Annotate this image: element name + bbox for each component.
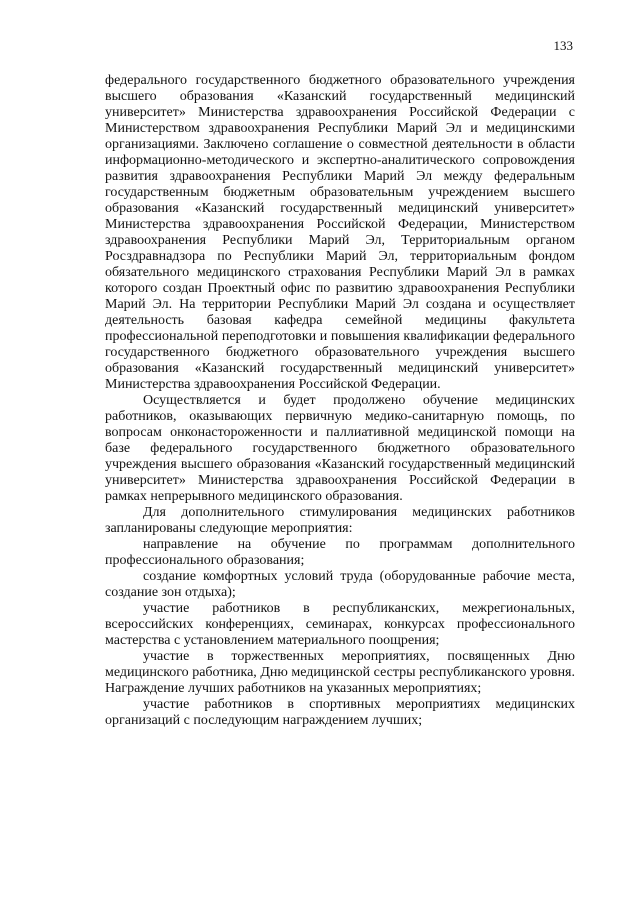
page-number: 133 [553, 38, 573, 53]
list-item-conferences: участие работников в республиканских, межрегиональных, всероссийских конференциях, семинарах, конкурсах профессионального мастерства с установлением материального поощрения; [105, 601, 575, 648]
paragraph-incentives-intro: Для дополнительного стимулирования медицинских работников запланированы следующие мероприятия: [105, 505, 575, 536]
list-item-education: направление на обучение по программам дополнительного профессионального образования; [105, 537, 575, 568]
list-item-ceremonies: участие в торжественных мероприятиях, посвященных Дню медицинского работника, Дню медицинской сестры республиканского уровня. Награждение лучших работников на указанных мероприятиях; [105, 649, 575, 696]
document-body [105, 73, 575, 729]
list-item-sports: участие работников в спортивных мероприятиях медицинских организаций с последующим награждением лучших; [105, 697, 575, 728]
paragraph-training: Осуществляется и будет продолжено обучение медицинских работников, оказывающих первичную медико-санитарную помощь, по вопросам онконастороженности и паллиативной медицинской помощи на базе федерального государственного бюджетного образовательного учреждения высшего образования «Казанский государственный медицинский университет» Министерства здравоохранения Российской Федерации в рамках непрерывного медицинского образования. [105, 393, 575, 504]
list-item-working-conditions: создание комфортных условий труда (оборудованные рабочие места, создание зон отдыха); [105, 569, 575, 600]
paragraph-agreements: федерального государственного бюджетного образовательного учреждения высшего образования «Казанский государственный медицинский университет» Министерства здравоохранения Российской Федерации с Министерством здравоохранения Республики Марий Эл и медицинскими организациями. Заключено соглашение о совместной деятельности в области информационно-методического и экспертно-аналитического сопровождения развития здравоохранения Республики Марий Эл между федеральным государственным бюджетным образовательным учреждением высшего образования «Казанский государственный медицинский университет» Министерства здравоохранения Российской Федерации, Министерством здравоохранения Республики Марий Эл, Территориальным органом Росздравнадзора по Республики Марий Эл, территориальным фондом обязательного медицинского страхования Республики Марий Эл в рамках которого создан Проектный офис по развитию здравоохранения Республики Марий Эл. На территории Республики Марий Эл создана и осуществляет деятельность базовая кафедра семейной медицины факультета профессиональной переподготовки и повышения квалификации федерального государственного бюджетного образовательного учреждения высшего образования «Казанский государственный медицинский университет» Министерства здравоохранения Российской Федерации. [105, 73, 575, 392]
